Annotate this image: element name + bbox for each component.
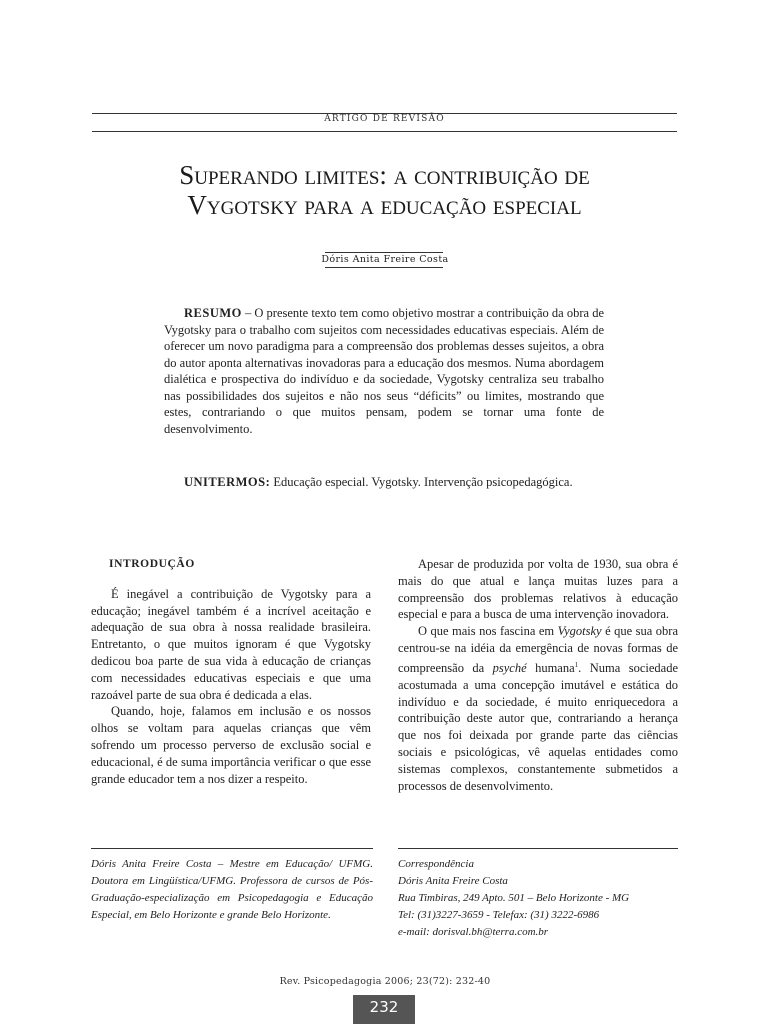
abstract-label: RESUMO	[184, 306, 242, 320]
keywords-label: UNITERMOS:	[184, 475, 271, 489]
correspondence-email: e-mail: dorisval.bh@terra.com.br	[398, 926, 549, 938]
correspondence-name: Dóris Anita Freire Costa	[398, 875, 508, 887]
footnote-rule-left	[91, 848, 373, 849]
author-name: Dóris Anita Freire Costa	[321, 254, 449, 265]
intro-paragraph-3: Apesar de produzida por volta de 1930, sua obra é mais do que atual e lança muitas luzes para a compreensão dos problemas relativos à educação especial e para a busca de uma intervenção inovadora.	[398, 557, 678, 622]
journal-citation: Rev. Psicopedagogia 2006; 23(72): 232-40	[279, 976, 491, 987]
header-rule-bottom	[92, 131, 677, 132]
correspondence-address: Rua Timbiras, 249 Apto. 501 – Belo Horizonte - MG	[398, 892, 630, 904]
keywords-text: Educação especial. Vygotsky. Intervenção psicopedagógica.	[270, 475, 573, 489]
abstract	[164, 305, 604, 437]
author-rule-bottom	[325, 267, 443, 268]
title-line-2: Vygotsky para a educação especial	[187, 190, 582, 220]
correspondence	[398, 856, 680, 941]
right-column	[398, 556, 678, 794]
intro-heading: INTRODUÇÃO	[109, 558, 195, 570]
intro-paragraph-4: O que mais nos fascina em Vygotsky é que sua obra centrou-se na idéia da emergência de novas formas de compreensão da psyché humana$^1$. Numa sociedade acostumada a uma concepção imutável e estática do indivíduo e da sociedade, é muito enriquecedora a contribuição deste autor que, contrariando a herança que nos foi deixada por grande parte das ciências sociais e psicológicas, vê aquelas entidades como sistemas complexos, constantemente submetidos a processos de desenvolvimento.	[398, 624, 678, 793]
page-number: 232	[353, 995, 415, 1024]
correspondence-label: Correspondência	[398, 858, 474, 870]
correspondence-phone: Tel: (31)3227-3659 - Telefax: (31) 3222-6986	[398, 909, 600, 921]
article-title	[92, 160, 677, 220]
keywords	[164, 474, 604, 491]
left-column	[91, 556, 371, 787]
abstract-text: – O presente texto tem como objetivo mostrar a contribuição da obra de Vygotsky para o trabalho com sujeitos com necessidades educativas especiais. Além de oferecer um novo paradigma para a compreensão dos problemas desses sujeitos, a obra do autor aponta alternativas inovadoras para a educação dos mesmos. Numa abordagem dialética e prospectiva do indivíduo e da sociedade, Vygotsky centraliza seu trabalho nas possibilidades dos sujeitos e não nos seus “déficits” ou limites, mostrando que estes, contrariando o que muitos pensam, podem se tornar uma fonte de desenvolvimento.	[164, 306, 604, 436]
author-rule-top	[325, 252, 443, 253]
footnote-rule-right	[398, 848, 678, 849]
intro-paragraph-2: Quando, hoje, falamos em inclusão e os nossos olhos se voltam para aquelas crianças que vêm sofrendo um processo perverso de exclusão social e educacional, é de suma importância verificar o que esse grande educador tem a nos dizer a respeito.	[91, 704, 371, 786]
author-bio: Dóris Anita Freire Costa – Mestre em Educação/ UFMG. Doutora em Lingüística/UFMG. Professora de cursos de Pós-Graduação-especialização em Psicopedagogia e Educação Especial, em Belo Horizonte e grande Belo Horizonte.	[91, 858, 373, 921]
intro-paragraph-1: É inegável a contribuição de Vygotsky para a educação; inegável também é a incrível aceitação e adequação de sua obra à nossa realidade brasileira. Entretanto, o que muitos ignoram é que Vygotsky dedicou boa parte de sua vida à educação de crianças com necessidades educativas especiais e que uma razoável parte de sua obra é dedicada a elas.	[91, 586, 371, 702]
title-line-1: Superando limites: a contribuição de	[179, 160, 590, 190]
section-label: ARTIGO DE REVISÃO	[324, 114, 445, 124]
footnote-ref: 1	[574, 660, 579, 669]
